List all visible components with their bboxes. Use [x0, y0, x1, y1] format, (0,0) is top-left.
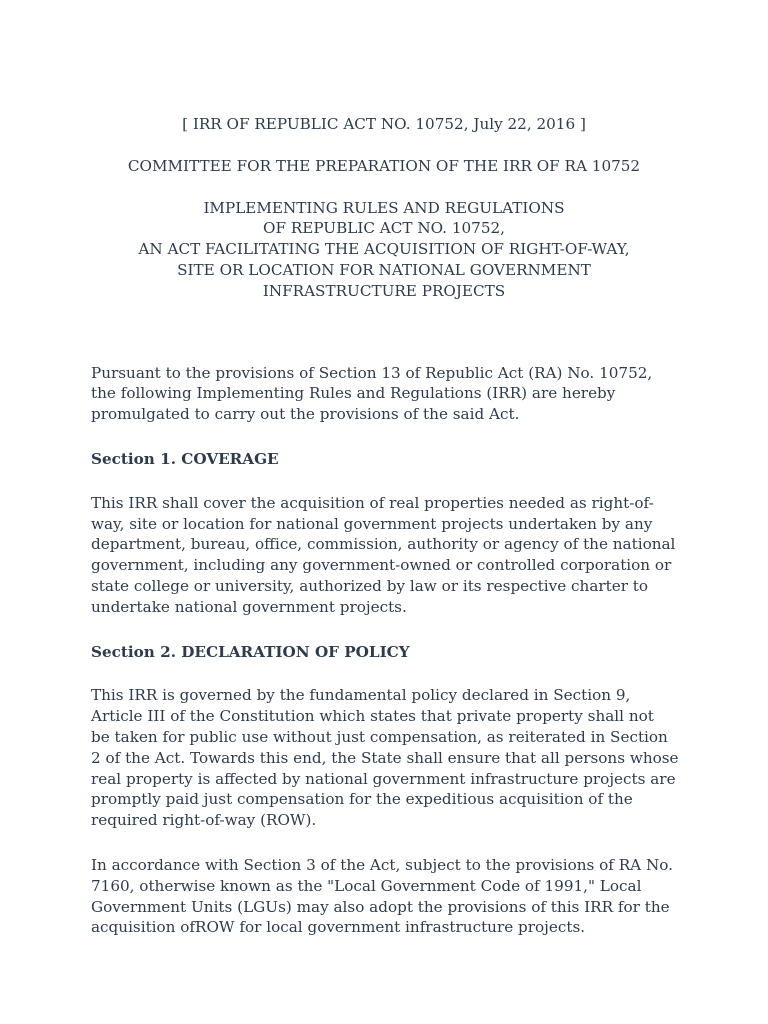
text-line: the following Implementing Rules and Regulations (IRR) are hereby: [91, 384, 616, 403]
text-line: This IRR is governed by the fundamental policy declared in Section 9,: [91, 686, 631, 705]
section-2-paragraph-2: [91, 855, 680, 938]
text-line: real property is affected by national government infrastructure projects are: [91, 769, 676, 788]
text-line: way, site or location for national government projects undertaken by any: [91, 514, 653, 533]
title-line: OF REPUBLIC ACT NO. 10752,: [263, 219, 505, 238]
text-line: 7160, otherwise known as the "Local Government Code of 1991," Local: [91, 876, 642, 895]
text-line: department, bureau, office, commission, authority or agency of the national: [91, 535, 676, 554]
text-line: be taken for public use without just compensation, as reiterated in Section: [91, 727, 668, 746]
text-line: Pursuant to the provisions of Section 13 of Republic Act (RA) No. 10752,: [91, 363, 653, 382]
section-2-paragraph-1: [91, 685, 680, 831]
text-line: required right-of-way (ROW).: [91, 811, 317, 830]
text-line: In accordance with Section 3 of the Act, subject to the provisions of RA No.: [91, 855, 673, 874]
title-line: SITE OR LOCATION FOR NATIONAL GOVERNMENT: [177, 260, 591, 279]
text-line: government, including any government-owned or controlled corporation or: [91, 556, 672, 575]
committee-name: COMMITTEE FOR THE PREPARATION OF THE IRR OF RA 10752: [127, 156, 641, 175]
text-line: undertake national government projects.: [91, 597, 407, 616]
text-line: This IRR shall cover the acquisition of real properties needed as right-of-: [91, 493, 654, 512]
text-line: Government Units (LGUs) may also adopt the provisions of this IRR for the: [91, 897, 670, 916]
text-line: promptly paid just compensation for the expeditious acquisition of the: [91, 790, 633, 809]
title-line: IMPLEMENTING RULES AND REGULATIONS: [203, 198, 565, 217]
section-1-paragraph: [91, 493, 680, 618]
title-line: INFRASTRUCTURE PROJECTS: [262, 281, 506, 300]
title-line: AN ACT FACILITATING THE ACQUISITION OF RIGHT-OF-WAY,: [138, 240, 630, 259]
document-header: [88, 114, 680, 302]
document-reference: [ IRR OF REPUBLIC ACT NO. 10752, July 22, 2016 ]: [182, 115, 586, 133]
text-line: acquisition ofROW for local government infrastructure projects.: [91, 918, 586, 937]
document-title: [88, 198, 680, 302]
text-line: promulgated to carry out the provisions of the said Act.: [91, 405, 520, 424]
text-line: 2 of the Act. Towards this end, the State shall ensure that all persons whose: [91, 748, 679, 767]
text-line: state college or university, authorized by law or its respective charter to: [91, 576, 649, 595]
section-1-heading: Section 1. COVERAGE: [91, 449, 279, 468]
intro-paragraph: [91, 363, 680, 425]
section-2-heading: Section 2. DECLARATION OF POLICY: [91, 642, 410, 661]
text-line: Article III of the Constitution which states that private property shall not: [91, 707, 654, 726]
